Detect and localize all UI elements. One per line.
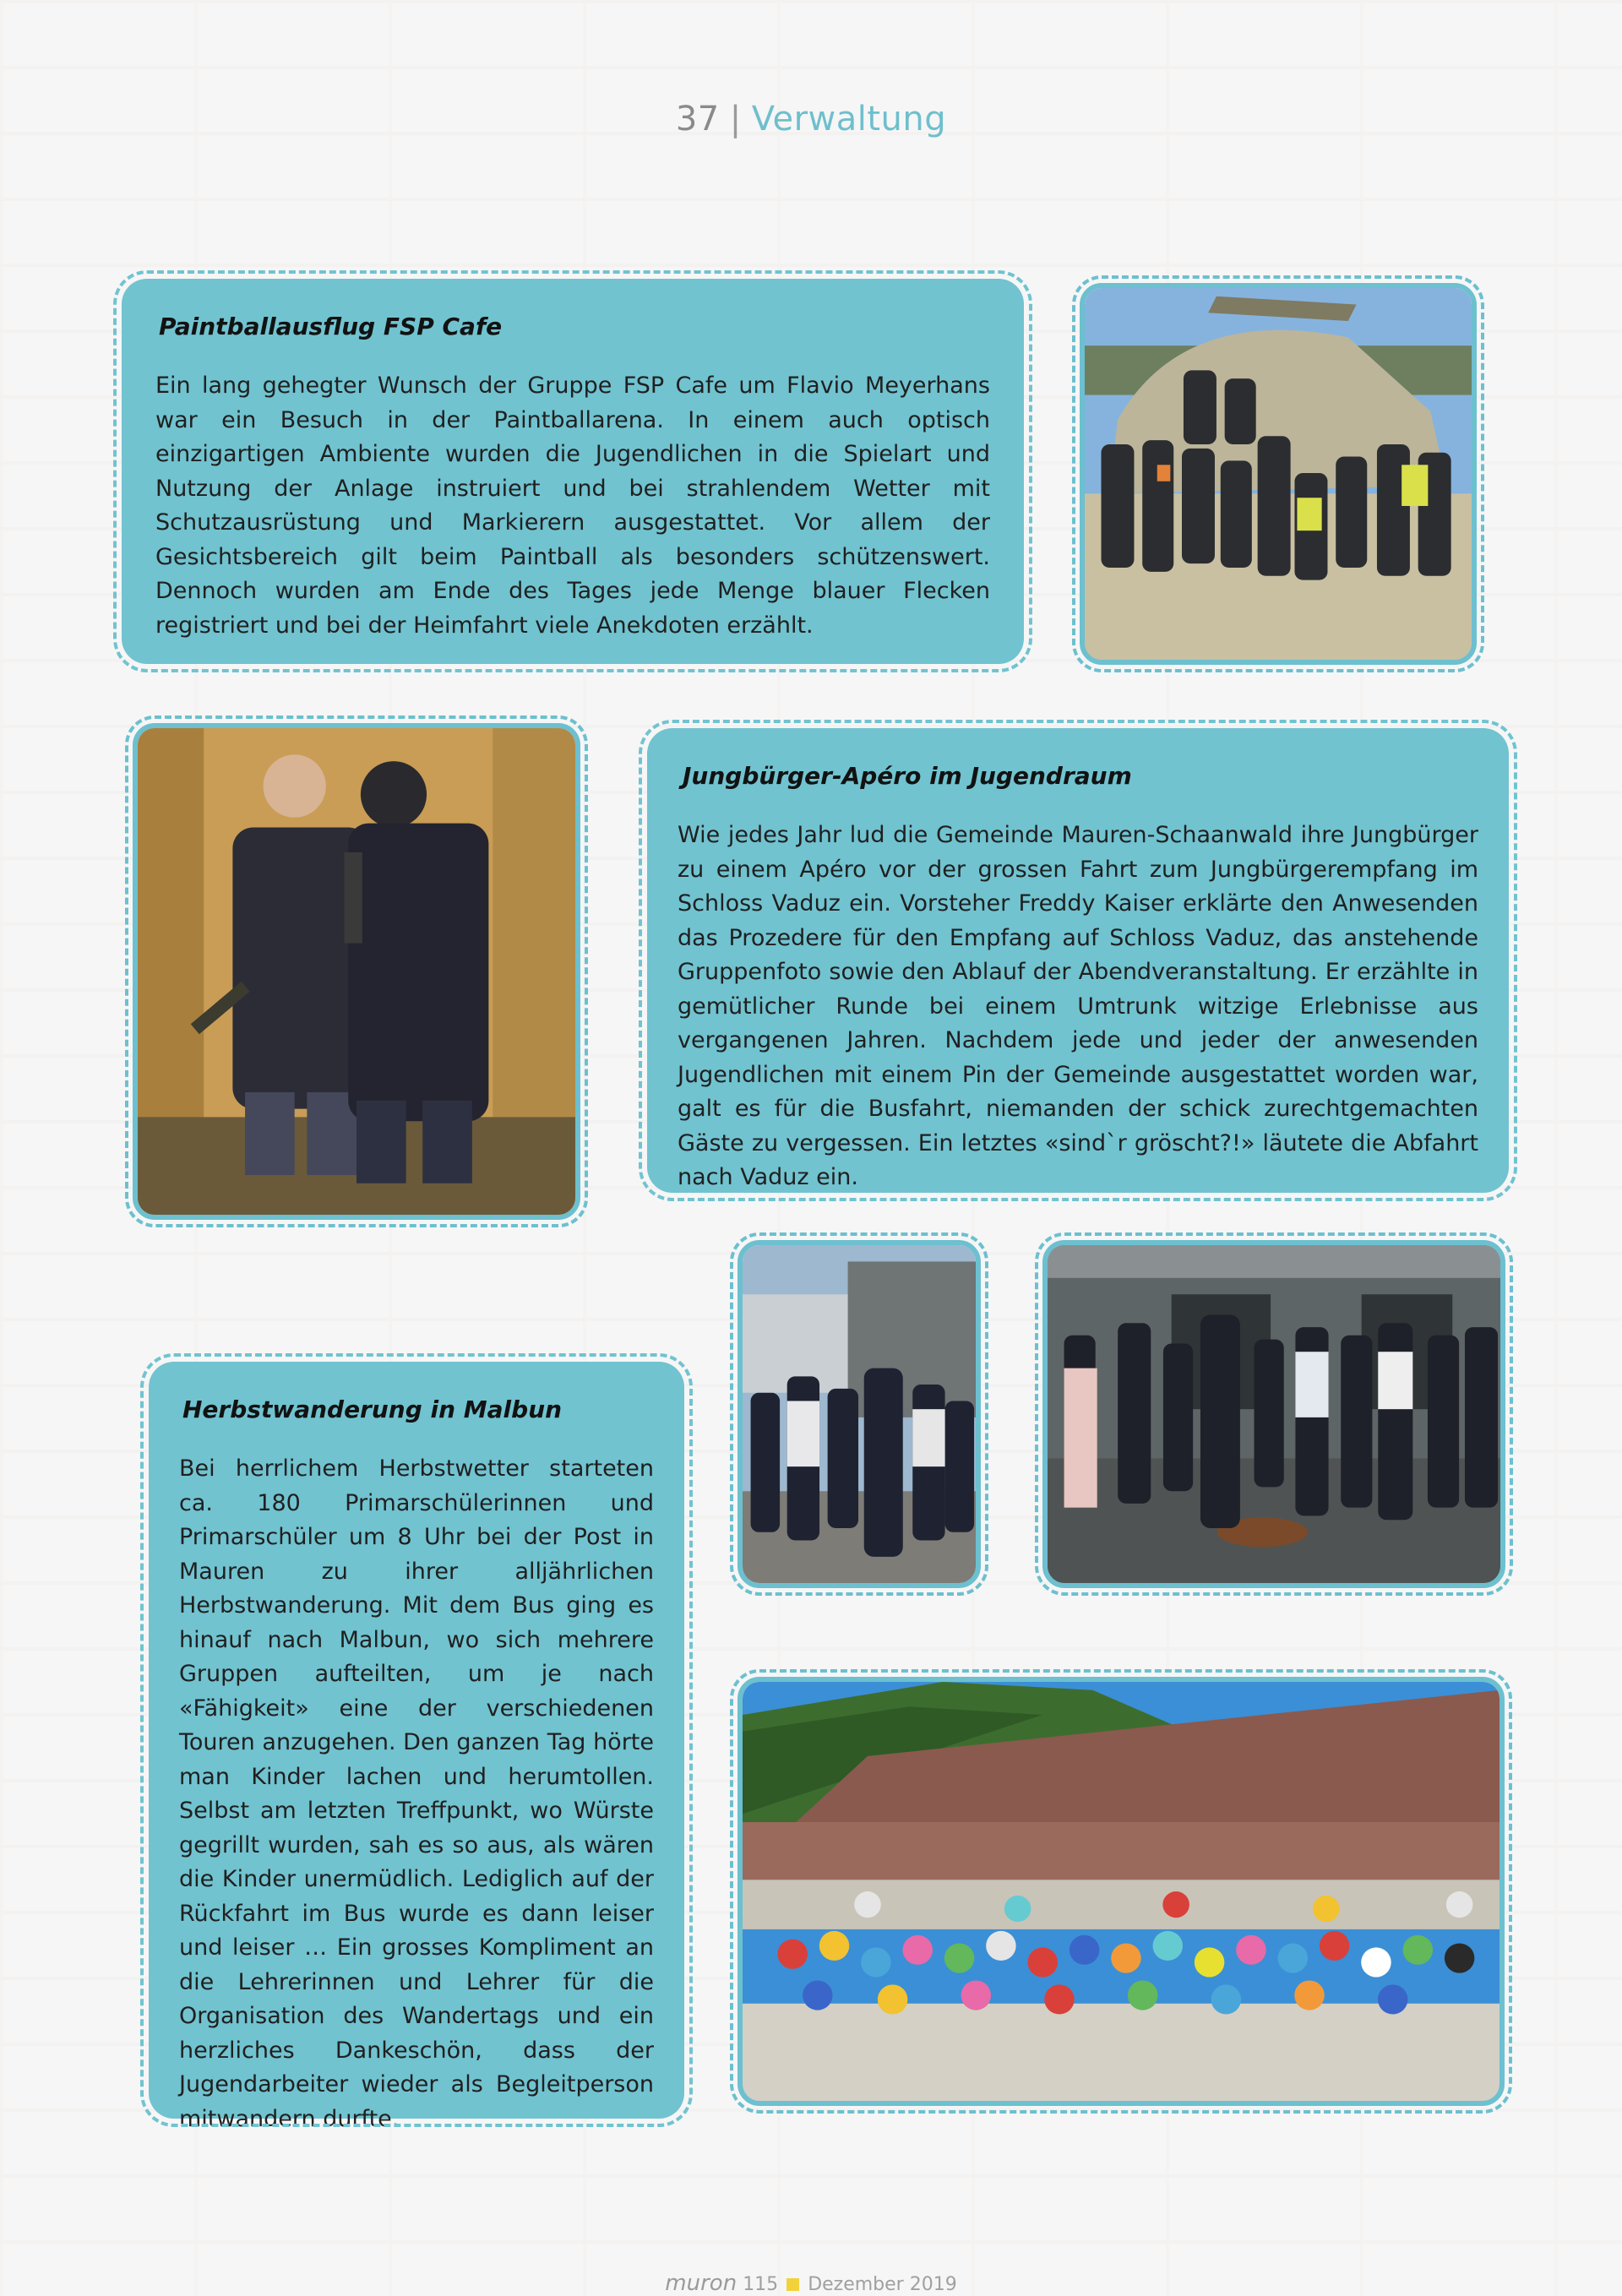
issue-number: 115 [743, 2274, 779, 2295]
section-title: Verwaltung [751, 100, 947, 139]
article-text: Bei herrlichem Herbstwetter starteten ca. 180 Primarschülerinnen und Primarschüler um 8 Uhr bei der Post in Mauren zu ihrer alljährlichen Herbstwanderung. Mit dem Bus ging es hinauf nach Malbun, wo sich mehrere Gruppen aufteilten, um je nach «Fähigkeit» eine der verschiedenen Touren anzugehen. Den ganzen Tag hörte man Kinder lachen und herumtollen. Selbst am letzten Treffpunkt, wo Würste gegrillt wurden, sah es so aus, als wären die Kinder unermüdlich. Lediglich auf der Rückfahrt im Bus wurde es dann leiser und leiser … Ein grosses Kompliment an die Lehrerinnen und Lehrer für die Organisation des Wandertags und ein herzliches Dankeschön, dass der Jugendarbeiter wieder als Begleitperson mitwandern durfte. [179, 1455, 654, 2132]
photo-herbst-group [738, 1677, 1505, 2106]
magazine-name: muron [665, 2271, 738, 2296]
photo-apero-right [1042, 1240, 1505, 1588]
issue-date: Dezember 2019 [808, 2274, 957, 2295]
separator-square-icon [787, 2278, 799, 2291]
article-title: Jungbürger-Apéro im Jugendraum [683, 762, 1132, 790]
paintball-duo-image [138, 728, 575, 1215]
article-title: Herbstwanderung in Malbun [182, 1396, 563, 1423]
apero-right-image [1048, 1245, 1500, 1583]
article-paintball [122, 279, 1024, 664]
page-footer [0, 2271, 1622, 2296]
header-separator: | [729, 100, 742, 139]
page-header [0, 100, 1622, 139]
apero-left-image [743, 1245, 976, 1583]
article-text: Ein lang gehegter Wunsch der Gruppe FSP Cafe um Flavio Meyerhans war ein Besuch in der Paintballarena. In einem auch optisch einzigartigen Ambiente wurden die Jugendlichen in die Spielart und Nutzung der Anlage instruiert und bei strahlendem Wetter mit Schutzausrüstung und Markierern ausgestattet. Vor allem der Gesichtsbereich gilt beim Paintball als besonders schützenswert. Dennoch wurden am Ende des Tages jede Menge blauer Flecken registriert und bei der Heimfahrt viele Anekdoten erzählt. [155, 373, 990, 639]
paintball-group-image [1085, 288, 1472, 660]
article-jungbuerger [647, 728, 1509, 1193]
herbst-group-image [743, 1682, 1500, 2101]
article-title: Paintballausflug FSP Cafe [159, 313, 503, 340]
article-herbst [149, 1362, 684, 2132]
photo-paintball-duo [133, 723, 580, 1220]
page-number: 37 [675, 100, 720, 139]
article-text: Wie jedes Jahr lud die Gemeinde Mauren-Schaanwald ihre Jungbürger zu einem Apéro vor der grossen Fahrt zum Jungbürgerempfang im Schloss Vaduz ein. Vorsteher Freddy Kaiser erklärte den Anwesenden das Prozedere für den Empfang auf Schloss Vaduz, das anstehende Gruppenfoto sowie den Ablauf der Abendveranstaltung. Er erzählte in gemütlicher Runde bei einem Umtrunk witzige Erlebnisse aus vergangenen Jahren. Nachdem jede und jeder der anwesenden Jugendlichen mit einem Pin der Gemeinde ausgestattet worden war, galt es für die Busfahrt, niemanden der schick zurechtgemachten Gäste zu vergessen. Ein letztes «sind`r gröscht?!» läutete die Abfahrt nach Vaduz ein. [678, 822, 1478, 1190]
photo-apero-left [738, 1240, 981, 1588]
photo-paintball-group [1080, 283, 1477, 665]
